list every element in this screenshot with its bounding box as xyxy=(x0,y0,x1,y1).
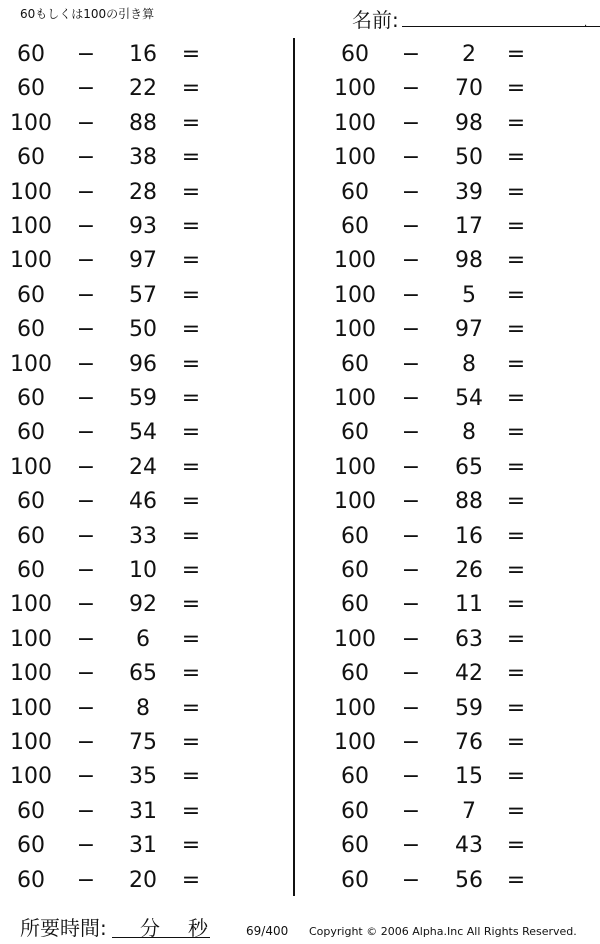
minuend: 60 xyxy=(341,523,369,549)
minus-sign: − xyxy=(76,76,96,102)
equals-sign: = xyxy=(181,454,201,480)
equals-sign: = xyxy=(506,386,526,411)
minus-sign: − xyxy=(76,282,96,308)
equals-sign: = xyxy=(181,798,201,824)
right-problem-row xyxy=(0,829,600,863)
minus-sign: − xyxy=(401,867,421,893)
right-problem-row xyxy=(0,72,600,106)
equals-sign: = xyxy=(506,282,526,308)
name-line-end-dot: . xyxy=(584,18,588,29)
minus-sign: − xyxy=(76,317,96,343)
equals-sign: = xyxy=(506,592,526,618)
subtrahend: 88 xyxy=(129,110,157,136)
subtrahend: 65 xyxy=(129,661,157,687)
equals-sign: = xyxy=(506,730,526,755)
minuend: 60 xyxy=(17,420,45,446)
equals-sign: = xyxy=(181,386,201,411)
right-problem-row xyxy=(0,38,600,72)
subtrahend: 56 xyxy=(455,867,483,893)
right-problem-row xyxy=(0,657,600,691)
equals-sign: = xyxy=(181,523,201,549)
minus-sign: − xyxy=(76,489,96,515)
equals-sign: = xyxy=(181,179,201,205)
minuend: 100 xyxy=(334,282,376,308)
subtrahend: 11 xyxy=(455,592,483,618)
equals-sign: = xyxy=(181,420,201,446)
subtrahend: 2 xyxy=(462,42,476,67)
equals-sign: = xyxy=(181,282,201,308)
equals-sign: = xyxy=(181,867,201,893)
minuend: 60 xyxy=(341,592,369,618)
minuend: 100 xyxy=(10,730,52,755)
minuend: 100 xyxy=(10,110,52,136)
subtrahend: 59 xyxy=(129,386,157,411)
minuend: 100 xyxy=(334,730,376,755)
equals-sign: = xyxy=(181,110,201,136)
subtrahend: 24 xyxy=(129,454,157,480)
subtrahend: 98 xyxy=(455,248,483,274)
equals-sign: = xyxy=(506,145,526,171)
equals-sign: = xyxy=(181,626,201,652)
minus-sign: − xyxy=(401,110,421,136)
equals-sign: = xyxy=(506,42,526,67)
subtrahend: 63 xyxy=(455,626,483,652)
subtrahend: 35 xyxy=(129,764,157,790)
equals-sign: = xyxy=(181,558,201,583)
minus-sign: − xyxy=(76,420,96,446)
minus-sign: − xyxy=(76,626,96,652)
minuend: 100 xyxy=(334,386,376,411)
equals-sign: = xyxy=(181,317,201,343)
minuend: 60 xyxy=(17,317,45,343)
subtrahend: 96 xyxy=(129,351,157,377)
subtrahend: 5 xyxy=(462,282,476,308)
equals-sign: = xyxy=(506,179,526,205)
minus-sign: − xyxy=(401,523,421,549)
minuend: 100 xyxy=(334,76,376,102)
minus-sign: − xyxy=(76,454,96,480)
minuend: 60 xyxy=(17,386,45,411)
right-problem-row xyxy=(0,485,600,519)
right-problem-row xyxy=(0,244,600,278)
seconds-label: 秒 xyxy=(188,916,208,940)
minus-sign: − xyxy=(401,730,421,755)
minus-sign: − xyxy=(76,592,96,618)
equals-sign: = xyxy=(506,833,526,859)
minus-sign: − xyxy=(76,798,96,824)
subtrahend: 42 xyxy=(455,661,483,687)
equals-sign: = xyxy=(506,317,526,343)
subtrahend: 31 xyxy=(129,798,157,824)
minuend: 60 xyxy=(17,867,45,893)
minuend: 60 xyxy=(341,214,369,239)
equals-sign: = xyxy=(506,489,526,515)
minus-sign: − xyxy=(401,764,421,790)
minus-sign: − xyxy=(76,661,96,687)
subtrahend: 17 xyxy=(455,214,483,239)
right-problem-row xyxy=(0,416,600,450)
equals-sign: = xyxy=(181,214,201,239)
minuend: 60 xyxy=(17,798,45,824)
subtrahend: 22 xyxy=(129,76,157,102)
minuend: 60 xyxy=(341,798,369,824)
minuend: 100 xyxy=(334,695,376,721)
subtrahend: 8 xyxy=(136,695,150,721)
minuend: 100 xyxy=(10,695,52,721)
right-problem-row xyxy=(0,107,600,141)
minus-sign: − xyxy=(401,214,421,239)
minus-sign: − xyxy=(401,317,421,343)
name-label: 名前: xyxy=(352,8,399,32)
subtrahend: 54 xyxy=(129,420,157,446)
page-number: 69/400 xyxy=(246,924,289,938)
subtrahend: 93 xyxy=(129,214,157,239)
equals-sign: = xyxy=(181,42,201,67)
minuend: 100 xyxy=(334,110,376,136)
subtrahend: 59 xyxy=(455,695,483,721)
time-taken-label: 所要時間: xyxy=(20,916,107,940)
minus-sign: − xyxy=(76,867,96,893)
minus-sign: − xyxy=(401,454,421,480)
subtrahend: 92 xyxy=(129,592,157,618)
minutes-label: 分 xyxy=(140,916,160,940)
minuend: 60 xyxy=(341,420,369,446)
equals-sign: = xyxy=(506,420,526,446)
minus-sign: − xyxy=(401,351,421,377)
minuend: 100 xyxy=(10,764,52,790)
subtrahend: 8 xyxy=(462,420,476,446)
subtrahend: 50 xyxy=(129,317,157,343)
minuend: 60 xyxy=(341,661,369,687)
minuend: 100 xyxy=(10,248,52,274)
equals-sign: = xyxy=(506,558,526,583)
subtrahend: 10 xyxy=(129,558,157,583)
subtrahend: 20 xyxy=(129,867,157,893)
minuend: 100 xyxy=(334,626,376,652)
equals-sign: = xyxy=(181,248,201,274)
minuend: 100 xyxy=(334,489,376,515)
minus-sign: − xyxy=(401,76,421,102)
right-problem-row xyxy=(0,348,600,382)
subtrahend: 57 xyxy=(129,282,157,308)
minus-sign: − xyxy=(401,42,421,67)
minus-sign: − xyxy=(76,145,96,171)
minus-sign: − xyxy=(76,558,96,583)
equals-sign: = xyxy=(506,76,526,102)
equals-sign: = xyxy=(506,248,526,274)
minuend: 60 xyxy=(17,42,45,67)
right-problem-row xyxy=(0,692,600,726)
right-problem-row xyxy=(0,726,600,760)
right-problem-row xyxy=(0,176,600,210)
right-problem-row xyxy=(0,588,600,622)
subtrahend: 50 xyxy=(455,145,483,171)
equals-sign: = xyxy=(506,695,526,721)
right-problem-row xyxy=(0,382,600,416)
minuend: 100 xyxy=(334,454,376,480)
minuend: 60 xyxy=(341,558,369,583)
right-problem-row xyxy=(0,554,600,588)
subtrahend: 38 xyxy=(129,145,157,171)
subtrahend: 6 xyxy=(136,626,150,652)
right-problem-row xyxy=(0,313,600,347)
minus-sign: − xyxy=(76,730,96,755)
minuend: 60 xyxy=(341,833,369,859)
minuend: 100 xyxy=(10,351,52,377)
right-problem-row xyxy=(0,795,600,829)
minus-sign: − xyxy=(76,523,96,549)
subtrahend: 39 xyxy=(455,179,483,205)
equals-sign: = xyxy=(181,764,201,790)
minus-sign: − xyxy=(76,214,96,239)
minuend: 60 xyxy=(341,179,369,205)
subtrahend: 46 xyxy=(129,489,157,515)
right-problem-row xyxy=(0,864,600,898)
subtrahend: 31 xyxy=(129,833,157,859)
minus-sign: − xyxy=(76,386,96,411)
subtrahend: 54 xyxy=(455,386,483,411)
subtrahend: 16 xyxy=(455,523,483,549)
copyright-notice: Copyright © 2006 Alpha.Inc All Rights Reserved. xyxy=(309,925,577,938)
minus-sign: − xyxy=(401,592,421,618)
minus-sign: − xyxy=(401,626,421,652)
subtrahend: 16 xyxy=(129,42,157,67)
subtrahend: 33 xyxy=(129,523,157,549)
subtrahend: 26 xyxy=(455,558,483,583)
minuend: 100 xyxy=(334,145,376,171)
minuend: 60 xyxy=(341,867,369,893)
equals-sign: = xyxy=(506,626,526,652)
minuend: 100 xyxy=(10,179,52,205)
subtrahend: 70 xyxy=(455,76,483,102)
minus-sign: − xyxy=(401,558,421,583)
footer xyxy=(0,910,600,944)
equals-sign: = xyxy=(506,798,526,824)
subtrahend: 75 xyxy=(129,730,157,755)
minuend: 60 xyxy=(17,558,45,583)
minus-sign: − xyxy=(401,489,421,515)
equals-sign: = xyxy=(181,145,201,171)
equals-sign: = xyxy=(181,351,201,377)
minus-sign: − xyxy=(401,282,421,308)
minus-sign: − xyxy=(401,386,421,411)
equals-sign: = xyxy=(181,661,201,687)
subtrahend: 65 xyxy=(455,454,483,480)
minus-sign: − xyxy=(76,110,96,136)
equals-sign: = xyxy=(181,592,201,618)
equals-sign: = xyxy=(181,730,201,755)
minuend: 60 xyxy=(17,282,45,308)
subtrahend: 76 xyxy=(455,730,483,755)
equals-sign: = xyxy=(506,214,526,239)
right-problem-row xyxy=(0,623,600,657)
minus-sign: − xyxy=(401,833,421,859)
minus-sign: − xyxy=(401,798,421,824)
minuend: 60 xyxy=(341,42,369,67)
minuend: 60 xyxy=(341,764,369,790)
minuend: 100 xyxy=(334,248,376,274)
subtrahend: 98 xyxy=(455,110,483,136)
minuend: 60 xyxy=(17,489,45,515)
minus-sign: − xyxy=(401,695,421,721)
subtrahend: 97 xyxy=(129,248,157,274)
minuend: 100 xyxy=(334,317,376,343)
subtrahend: 8 xyxy=(462,351,476,377)
subtrahend: 28 xyxy=(129,179,157,205)
name-underline xyxy=(402,26,600,27)
minus-sign: − xyxy=(401,179,421,205)
subtrahend: 88 xyxy=(455,489,483,515)
minus-sign: − xyxy=(76,248,96,274)
minuend: 60 xyxy=(17,523,45,549)
right-problem-row xyxy=(0,760,600,794)
minuend: 100 xyxy=(10,214,52,239)
minuend: 100 xyxy=(10,454,52,480)
minuend: 100 xyxy=(10,661,52,687)
minuend: 100 xyxy=(10,626,52,652)
equals-sign: = xyxy=(181,76,201,102)
minuend: 100 xyxy=(10,592,52,618)
right-problem-row xyxy=(0,451,600,485)
minus-sign: − xyxy=(76,351,96,377)
subtrahend: 7 xyxy=(462,798,476,824)
subtrahend: 43 xyxy=(455,833,483,859)
minuend: 60 xyxy=(17,145,45,171)
name-field[interactable] xyxy=(352,4,592,30)
subtrahend: 15 xyxy=(455,764,483,790)
worksheet-title: 60もしくは100の引き算 xyxy=(20,7,155,21)
minus-sign: − xyxy=(76,764,96,790)
right-problem-row xyxy=(0,210,600,244)
minus-sign: − xyxy=(401,248,421,274)
equals-sign: = xyxy=(506,867,526,893)
minuend: 60 xyxy=(341,351,369,377)
minus-sign: − xyxy=(401,420,421,446)
subtrahend: 97 xyxy=(455,317,483,343)
equals-sign: = xyxy=(506,661,526,687)
equals-sign: = xyxy=(506,523,526,549)
right-problem-row xyxy=(0,520,600,554)
equals-sign: = xyxy=(506,110,526,136)
equals-sign: = xyxy=(181,833,201,859)
minus-sign: − xyxy=(401,145,421,171)
right-problem-row xyxy=(0,141,600,175)
right-problem-row xyxy=(0,279,600,313)
minus-sign: − xyxy=(76,179,96,205)
minus-sign: − xyxy=(401,661,421,687)
equals-sign: = xyxy=(181,695,201,721)
minus-sign: − xyxy=(76,695,96,721)
minus-sign: − xyxy=(76,42,96,67)
equals-sign: = xyxy=(506,351,526,377)
minuend: 60 xyxy=(17,833,45,859)
equals-sign: = xyxy=(181,489,201,515)
minus-sign: − xyxy=(76,833,96,859)
minuend: 60 xyxy=(17,76,45,102)
equals-sign: = xyxy=(506,454,526,480)
equals-sign: = xyxy=(506,764,526,790)
